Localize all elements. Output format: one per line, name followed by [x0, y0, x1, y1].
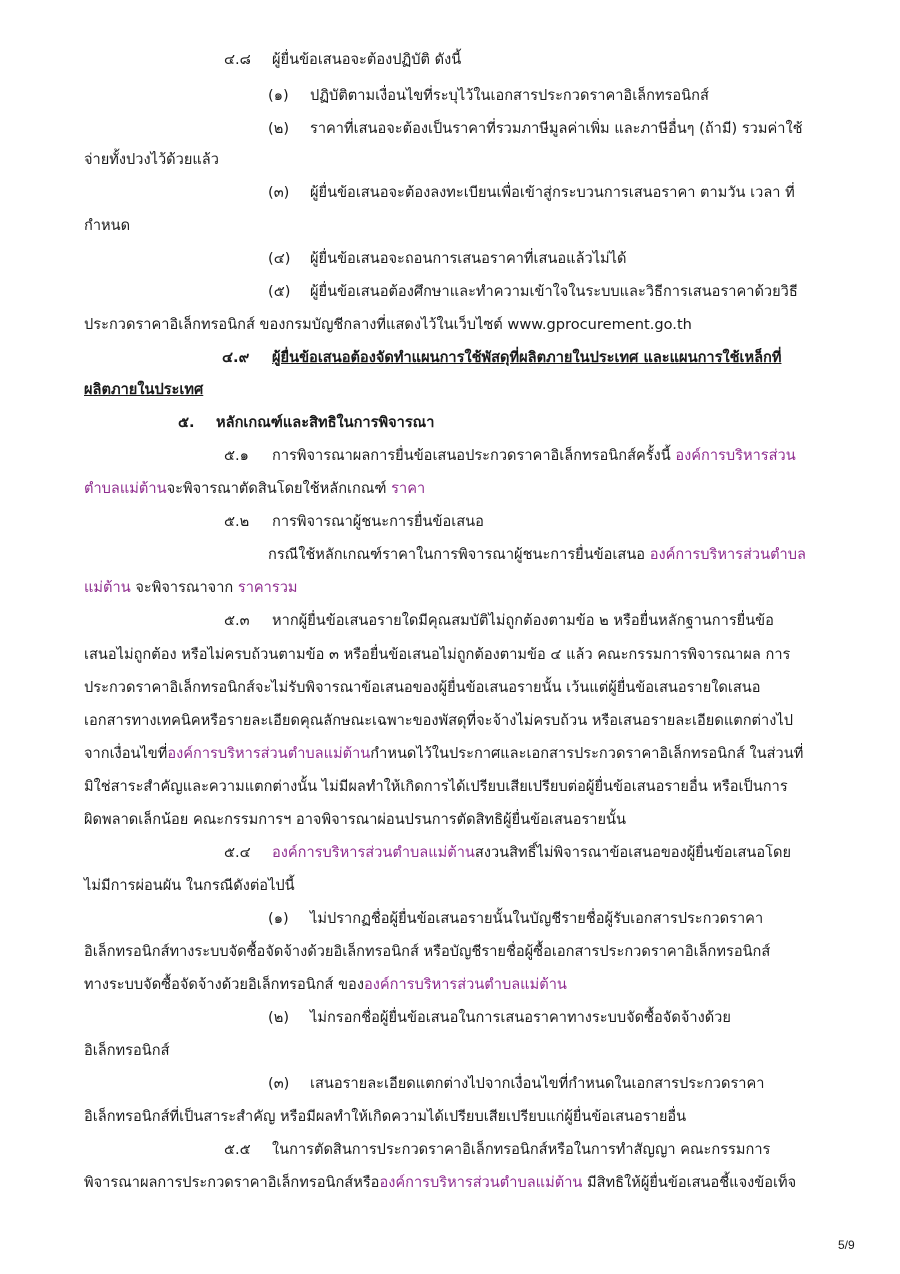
clause-5-3-line4: เอกสารทางเทคนิคหรือรายละเอียดคุณลักษณะเฉพาะของพัสดุที่จะจ้างไม่ครบถ้วน หรือเสนอรายละเอียดแตกต่างไป: [84, 712, 793, 729]
section-title: หลักเกณฑ์และสิทธิในการพิจารณา: [216, 414, 435, 431]
item-4-8-5: [268, 282, 798, 302]
item-4-8-3-cont: กำหนด: [84, 217, 131, 234]
clause-text: การพิจารณาผู้ชนะการยื่นข้อเสนอ: [272, 513, 484, 530]
item-4-8-2: [268, 119, 802, 139]
item-text: ปฏิบัติตามเงื่อนไขที่ระบุไว้ในเอกสารประกวดราคาอิเล็กทรอนิกส์: [310, 87, 709, 104]
item-5-4-3: [268, 1074, 764, 1094]
clause-5-4: [224, 843, 791, 863]
page-number: 5/9: [838, 1238, 855, 1252]
org-name: องค์การบริหารส่วนตำบลแม่ต้าน: [379, 1174, 583, 1191]
clause-text: ผู้ยื่นข้อเสนอต้องจัดทำแผนการใช้พัสดุที่ผลิตภายในประเทศ และแผนการใช้เหล็กที่: [272, 349, 782, 366]
clause-text: มีสิทธิให้ผู้ยื่นข้อเสนอชี้แจงข้อเท็จ: [582, 1174, 797, 1191]
item-number: (๑): [268, 87, 289, 104]
item-text: ผู้ยื่นข้อเสนอจะต้องลงทะเบียนเพื่อเข้าสู่กระบวนการเสนอราคา ตามวัน เวลา ที่: [310, 184, 795, 201]
clause-number: ๕.๓: [224, 612, 250, 629]
item-4-8-3: [268, 183, 795, 203]
section-5-heading: [178, 413, 434, 433]
clause-text: จะพิจารณาจาก: [130, 579, 238, 596]
section-number: ๕.: [178, 414, 195, 431]
item-number: (๓): [268, 184, 290, 201]
clause-text: หากผู้ยื่นข้อเสนอรายใดมีคุณสมบัติไม่ถูกต้องตามข้อ ๒ หรือยื่นหลักฐานการยื่นข้อ: [272, 612, 774, 629]
clause-5-4-cont: ไม่มีการผ่อนผัน ในกรณีดังต่อไปนี้: [84, 877, 295, 894]
item-5-4-1-cont2: [84, 975, 567, 995]
item-text: ผู้ยื่นข้อเสนอต้องศึกษาและทำความเข้าใจในระบบและวิธีการเสนอราคาด้วยวิธี: [310, 283, 798, 300]
item-4-8-4: [268, 249, 627, 269]
org-name: ตำบลแม่ต้าน: [84, 480, 167, 497]
item-text: ผู้ยื่นข้อเสนอจะถอนการเสนอราคาที่เสนอแล้วไม่ได้: [310, 250, 627, 267]
clause-number: ๔.๘: [224, 51, 251, 68]
item-text: เสนอรายละเอียดแตกต่างไปจากเงื่อนไขที่กำหนดในเอกสารประกวดราคา: [310, 1075, 765, 1092]
item-text: ไม่กรอกชื่อผู้ยื่นข้อเสนอในการเสนอราคาทางระบบจัดซื้อจัดจ้างด้วย: [310, 1009, 731, 1026]
clause-5-2-cont: [84, 578, 298, 598]
item-4-8-5-cont: ประกวดราคาอิเล็กทรอนิกส์ ของกรมบัญชีกลางที่แสดงไว้ในเว็บไซต์ www.gprocurement.go.th: [84, 316, 692, 333]
item-number: (๒): [268, 120, 290, 137]
clause-5-3-line6: มิใช่สาระสำคัญและความแตกต่างนั้น ไม่มีผลทำให้เกิดการได้เปรียบเสียเปรียบต่อผู้ยื่นข้อเสนอรายอื่น หรือเป็นการ: [84, 778, 788, 795]
clause-5-3-line3: ประกวดราคาอิเล็กทรอนิกส์จะไม่รับพิจารณาข้อเสนอของผู้ยื่นข้อเสนอรายนั้น เว้นแต่ผู้ยื่นข้อเสนอรายใดเสนอ: [84, 679, 761, 696]
clause-number: ๕.๑: [224, 447, 249, 464]
clause-4-8: [224, 50, 461, 70]
criterion-value: ราคารวม: [237, 579, 298, 596]
clause-5-1: [224, 446, 796, 466]
item-4-8-1: [268, 86, 709, 106]
item-number: (๓): [268, 1075, 290, 1092]
clause-5-3: [224, 611, 774, 631]
item-text: ไม่ปรากฏชื่อผู้ยื่นข้อเสนอรายนั้นในบัญชีรายชื่อผู้รับเอกสารประกวดราคา: [310, 910, 764, 927]
clause-5-3-line5: [84, 744, 803, 764]
org-name: องค์การบริหารส่วน: [675, 447, 796, 464]
item-text: ราคาที่เสนอจะต้องเป็นราคาที่รวมภาษีมูลค่าเพิ่ม และภาษีอื่นๆ (ถ้ามี) รวมค่าใช้: [310, 120, 803, 137]
item-5-4-2-cont: อิเล็กทรอนิกส์: [84, 1042, 170, 1059]
clause-5-5-line2: [84, 1173, 796, 1193]
item-number: (๑): [268, 910, 289, 927]
clause-text: พิจารณาผลการประกวดราคาอิเล็กทรอนิกส์หรือ: [84, 1174, 380, 1191]
criterion-value: ราคา: [391, 480, 426, 497]
clause-5-5: [224, 1140, 770, 1160]
clause-text: ในการตัดสินการประกวดราคาอิเล็กทรอนิกส์หรือในการทำสัญญา คณะกรรมการ: [272, 1141, 771, 1158]
item-5-4-3-cont: อิเล็กทรอนิกส์ที่เป็นสาระสำคัญ หรือมีผลทำให้เกิดความได้เปรียบเสียเปรียบแก่ผู้ยื่นข้อเสนอรายอื่น: [84, 1108, 687, 1125]
item-5-4-1-cont1: อิเล็กทรอนิกส์ทางระบบจัดซื้อจัดจ้างด้วยอิเล็กทรอนิกส์ หรือบัญชีรายชื่อผู้ซื้อเอกสารประกวดราคาอิเล็กทรอนิกส์: [84, 943, 771, 960]
clause-number: ๕.๔: [224, 844, 251, 861]
item-5-4-1: [268, 909, 763, 929]
item-number: (๔): [268, 250, 291, 267]
clause-number: ๕.๒: [224, 513, 250, 530]
org-name: แม่ต้าน: [84, 579, 131, 596]
org-name: องค์การบริหารส่วนตำบลแม่ต้าน: [167, 745, 371, 762]
org-name: องค์การบริหารส่วนตำบล: [649, 546, 806, 563]
clause-4-9-cont: ผลิตภายในประเทศ: [84, 381, 204, 398]
clause-5-3-line2: เสนอไม่ถูกต้อง หรือไม่ครบถ้วนตามข้อ ๓ หรือยื่นข้อเสนอไม่ถูกต้องตามข้อ ๔ แล้ว คณะกรรมการพิจารณาผล การ: [84, 646, 791, 663]
item-number: (๒): [268, 1009, 290, 1026]
clause-text: กำหนดไว้ในประกาศและเอกสารประกวดราคาอิเล็กทรอนิกส์ ในส่วนที่: [370, 745, 804, 762]
clause-number: ๕.๕: [224, 1141, 251, 1158]
clause-text: กรณีใช้หลักเกณฑ์ราคาในการพิจารณาผู้ชนะการยื่นข้อเสนอ: [268, 546, 650, 563]
clause-4-9: [222, 348, 781, 368]
item-4-8-2-cont: จ่ายทั้งปวงไว้ด้วยแล้ว: [84, 151, 219, 168]
item-text: ทางระบบจัดซื้อจัดจ้างด้วยอิเล็กทรอนิกส์ ของ: [84, 976, 364, 993]
item-5-4-2: [268, 1008, 731, 1028]
clause-text: จะพิจารณาตัดสินโดยใช้หลักเกณฑ์: [166, 480, 392, 497]
clause-text: สงวนสิทธิ์ไม่พิจารณาข้อเสนอของผู้ยื่นข้อเสนอโดย: [474, 844, 792, 861]
clause-text: การพิจารณาผลการยื่นข้อเสนอประกวดราคาอิเล็กทรอนิกส์ครั้งนี้: [272, 447, 676, 464]
org-name: องค์การบริหารส่วนตำบลแม่ต้าน: [272, 844, 475, 861]
clause-5-3-line7: ผิดพลาดเล็กน้อย คณะกรรมการฯ อาจพิจารณาผ่อนปรนการตัดสิทธิผู้ยื่นข้อเสนอรายนั้น: [84, 811, 627, 828]
item-number: (๕): [268, 283, 291, 300]
clause-number: ๔.๙: [222, 349, 250, 366]
clause-text: จากเงื่อนไขที่: [84, 745, 168, 762]
clause-5-1-cont: [84, 479, 425, 499]
org-name: องค์การบริหารส่วนตำบลแม่ต้าน: [363, 976, 567, 993]
clause-5-2-body: [268, 545, 806, 565]
clause-text: ผู้ยื่นข้อเสนอจะต้องปฏิบัติ ดังนี้: [272, 51, 462, 68]
clause-5-2: [224, 512, 484, 532]
